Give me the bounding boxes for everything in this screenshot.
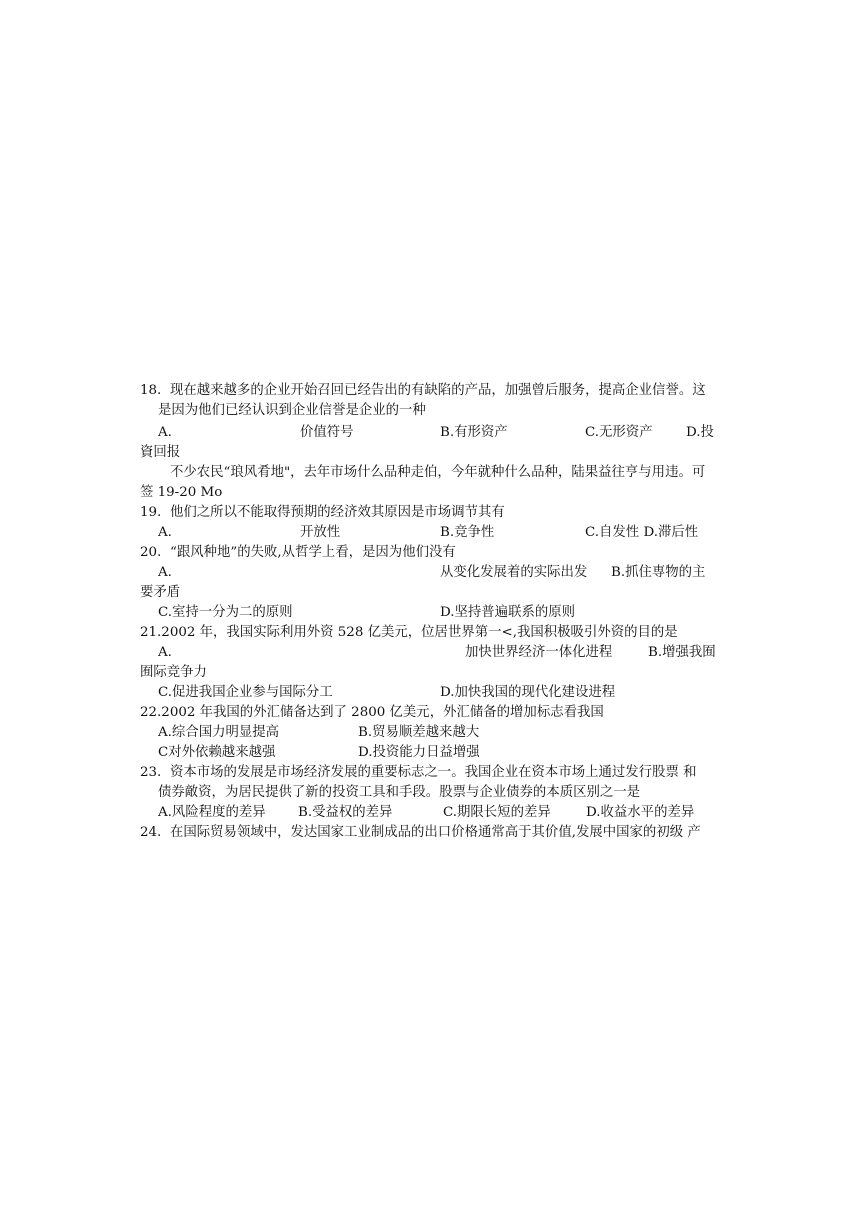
option-d: D.加快我国的现代化建设进程: [440, 685, 616, 700]
option-b: B.有形资产: [440, 425, 508, 440]
option-a: A.综合国力明显提高: [158, 725, 280, 740]
question-text: 资本市场的发展是市场经济发展的重要标志之一。我国企业在资本市场上通过发行股票 和: [170, 765, 697, 780]
option-b: B.竞争性: [440, 525, 495, 540]
question-text: 现在越来越多的企业开始召回已经告出的有缺陷的产品，加强曾后服务，提高企业信誉。这: [170, 383, 706, 398]
option-b: B.受益权的差异: [298, 805, 393, 820]
option-label: A.: [158, 645, 172, 660]
option-label: A.: [158, 565, 172, 580]
option-c: C.促进我国企业参与国际分工: [158, 685, 333, 700]
option-d: D.投资能力日益增强: [358, 745, 480, 760]
question-number: 18.: [140, 383, 162, 398]
question-text: 他们之所以不能取得预期的经济效其原因是市场调节其有: [170, 505, 505, 520]
option-d-continued: 資回报: [140, 445, 181, 460]
option-c: C.室持一分为二的原则: [158, 605, 293, 620]
option-a: 价值符号: [300, 425, 354, 440]
option-a: A.风险程度的差异: [158, 805, 266, 820]
question-text: 22.2002 年我国的外汇储备达到了 2800 亿美元，外汇储备的增加标志看我国: [140, 705, 604, 720]
question-number: 20.: [140, 545, 162, 560]
stem-text: 不少农民“琅风肴地"，去年市场什么品种走伯，今年就种什么品种，陆果益往亨与用违。可: [170, 465, 706, 480]
option-label: A.: [158, 425, 172, 440]
option-c: C对外依赖越来越强: [158, 745, 276, 760]
question-number: 24.: [140, 825, 162, 840]
option-b: B.抓住専物的主: [611, 565, 706, 580]
question-text: 21.2002 年，我国实际利用外资 528 亿美元，位居世界第一<,我国积极吸引外资的目的是: [140, 625, 678, 640]
question-text: “跟风种地”的失败,从哲学上看，是因为他们没有: [170, 545, 456, 560]
question-number: 19.: [140, 505, 162, 520]
option-a: 加快世界经济一体化进程: [465, 645, 613, 660]
option-c: C.期限长短的差异: [443, 805, 551, 820]
stem-text: 签 19-20 Mo: [140, 485, 223, 500]
question-number: 23.: [140, 765, 162, 780]
option-label: A.: [158, 525, 172, 540]
option-b-continued: 要矛盾: [140, 585, 181, 600]
option-d: D.坚持普遍联系的原则: [440, 605, 576, 620]
question-text: 在国际贸易领域中，发达国家工业制成品的出口价格通常高于其价值,发展中国家的初级 产: [170, 825, 701, 840]
option-d: D.收益水平的差异: [586, 805, 695, 820]
option-a: 开放性: [300, 525, 341, 540]
question-text: 是因为他们已经认识到企业信誉是企业的一种: [158, 403, 426, 418]
option-b-continued: 囿际竞争力: [140, 665, 207, 680]
option-b: B.贸易顺差越来越大: [358, 725, 480, 740]
option-b: B.增强我囿: [648, 645, 716, 660]
option-a: 从变化发展着的实际出发: [440, 565, 588, 580]
option-c-d: C.自发性 D.滞后性: [585, 525, 699, 540]
option-d: D.投: [686, 425, 714, 440]
question-text: 债券敵资，为居民提供了新的投资工具和手段。股票与企业债券的本质区别之一是: [158, 785, 641, 800]
option-c: C.无形资产: [585, 425, 653, 440]
